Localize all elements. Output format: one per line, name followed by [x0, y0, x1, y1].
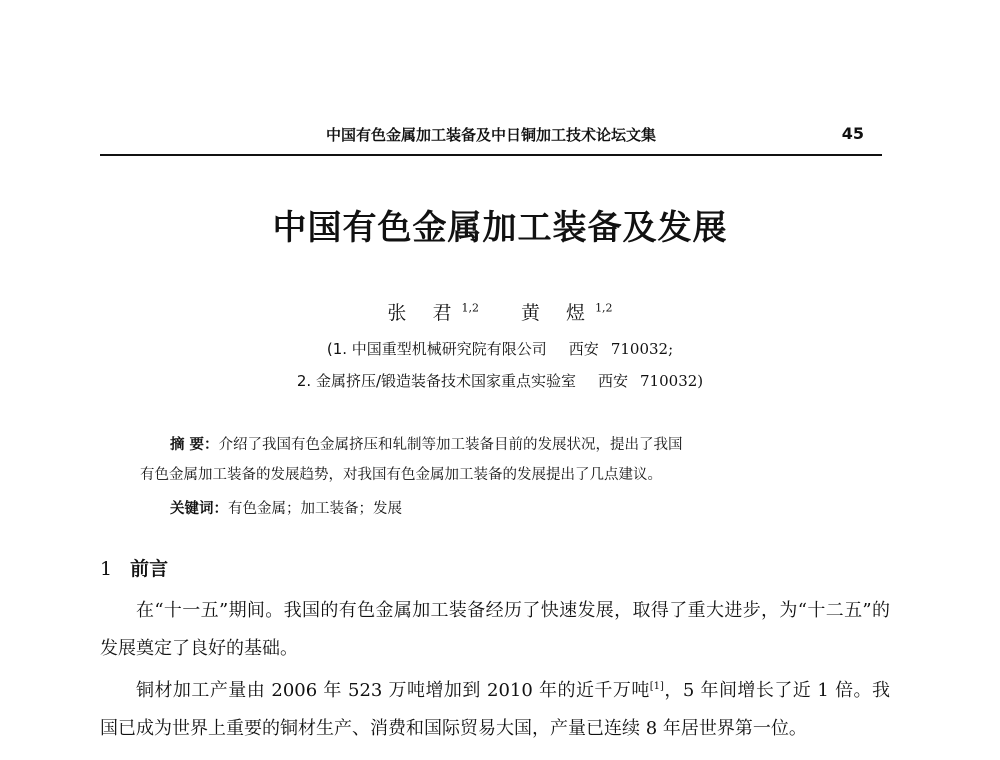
- page-number: 45: [841, 124, 864, 143]
- paper-title: 中国有色金属加工装备及发展: [272, 208, 728, 248]
- affiliation: [0, 370, 1000, 391]
- affiliation-postcode: 710032): [640, 372, 704, 390]
- keywords: [170, 497, 402, 518]
- abstract: [140, 430, 860, 490]
- author-list: [0, 298, 1000, 325]
- author-name: 张 君: [387, 302, 462, 324]
- affiliation: [0, 338, 1000, 359]
- author: [521, 302, 613, 324]
- abstract-text: 介绍了我国有色金属挤压和轧制等加工装备目前的发展状况，提出了我国: [218, 437, 683, 453]
- keywords-label: 关键词：: [170, 501, 228, 517]
- abstract-text-continued: 有色金属加工装备的发展趋势，对我国有色金属加工装备的发展提出了几点建议。: [140, 467, 662, 483]
- journal-title: 中国有色金属加工装备及中日铜加工技术论坛文集: [325, 126, 656, 144]
- abstract-label: 摘 要：: [170, 437, 219, 453]
- citation-mark: [1]: [649, 681, 664, 692]
- affiliation-name: 2. 金属挤压/锻造装备技术国家重点实验室: [296, 372, 576, 390]
- body-text: [100, 592, 890, 748]
- author: [387, 302, 479, 324]
- paragraph-text: 铜材加工产量由 2006 年 523 万吨增加到 2010 年的近千万吨: [136, 680, 650, 701]
- author-affiliation-mark: 1,2: [595, 301, 613, 315]
- affiliation-city: 西安: [598, 372, 629, 390]
- section-title: 前言: [130, 558, 169, 580]
- section-number: 1: [100, 558, 113, 580]
- author-affiliation-mark: 1,2: [461, 301, 479, 315]
- section-heading: [100, 554, 168, 581]
- author-name: 黄 煜: [521, 302, 596, 324]
- paragraph-text: ，5 年间增长了近 1 倍。我国已成为世界上重要的铜材生产、消费和国际贸易大国，产量已连续 8 年居世界第一位。: [100, 680, 890, 739]
- keywords-text: 有色金属；加工装备；发展: [228, 501, 402, 517]
- affiliation-postcode: 710032;: [610, 340, 674, 358]
- paragraph: [100, 668, 890, 748]
- affiliation-name: (1. 中国重型机械研究院有限公司: [326, 340, 547, 358]
- running-header: [100, 120, 882, 156]
- paragraph: 在“十一五”期间。我国的有色金属加工装备经历了快速发展，取得了重大进步，为“十二五”的发展奠定了良好的基础。: [100, 600, 890, 659]
- affiliation-city: 西安: [568, 340, 599, 358]
